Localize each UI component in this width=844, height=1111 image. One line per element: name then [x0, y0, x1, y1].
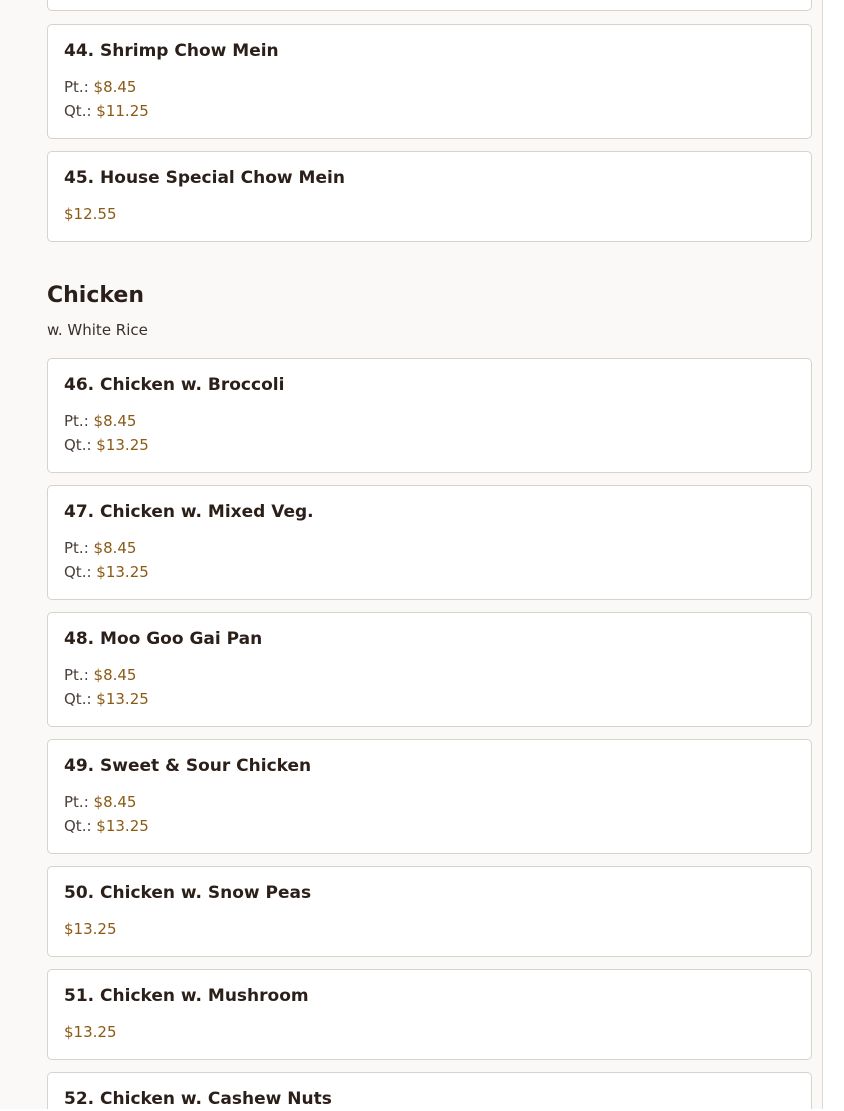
menu-item-card[interactable]	[47, 739, 812, 854]
menu-item-card[interactable]	[47, 866, 812, 957]
menu-item-name: 44. Shrimp Chow Mein	[64, 41, 279, 61]
pint-price: $8.45	[93, 412, 137, 430]
pint-label: Pt.:	[64, 539, 89, 557]
quart-label: Qt.:	[64, 817, 92, 835]
quart-price: $13.25	[96, 690, 149, 708]
pint-price-line	[64, 791, 136, 813]
menu-item-name: 48. Moo Goo Gai Pan	[64, 629, 263, 649]
quart-price-line	[64, 100, 149, 122]
quart-label: Qt.:	[64, 102, 92, 120]
quart-label: Qt.:	[64, 563, 92, 581]
section-title: Chicken	[47, 283, 145, 308]
pint-label: Pt.:	[64, 666, 89, 684]
menu-item-name: 50. Chicken w. Snow Peas	[64, 883, 312, 903]
item-price: $13.25	[64, 920, 117, 938]
menu-item-name: 45. House Special Chow Mein	[64, 168, 345, 188]
menu-item-card-partial[interactable]	[47, 0, 812, 11]
menu-item-name: 49. Sweet & Sour Chicken	[64, 756, 312, 776]
quart-price: $11.25	[96, 102, 149, 120]
pint-price: $8.45	[93, 793, 137, 811]
pint-price: $8.45	[93, 78, 137, 96]
menu-item-name: 51. Chicken w. Mushroom	[64, 986, 309, 1006]
quart-price: $13.25	[96, 817, 149, 835]
quart-label: Qt.:	[64, 690, 92, 708]
menu-item-name: 52. Chicken w. Cashew Nuts	[64, 1089, 332, 1109]
quart-price-line	[64, 561, 149, 583]
pint-label: Pt.:	[64, 412, 89, 430]
menu-item-card[interactable]	[47, 358, 812, 473]
quart-price-line	[64, 815, 149, 837]
quart-price-line	[64, 434, 149, 456]
quart-price-line	[64, 688, 149, 710]
price-line	[64, 203, 117, 225]
menu-item-name: 46. Chicken w. Broccoli	[64, 375, 285, 395]
price-line	[64, 918, 117, 940]
menu-item-card[interactable]	[47, 1072, 812, 1109]
quart-label: Qt.:	[64, 436, 92, 454]
menu-item-card[interactable]	[47, 969, 812, 1060]
item-price: $12.55	[64, 205, 117, 223]
quart-price: $13.25	[96, 563, 149, 581]
item-price: $13.25	[64, 1023, 117, 1041]
pint-price: $8.45	[93, 539, 137, 557]
menu-item-card[interactable]	[47, 24, 812, 139]
pint-price-line	[64, 664, 136, 686]
pint-label: Pt.:	[64, 78, 89, 96]
pint-price-line	[64, 537, 136, 559]
price-line	[64, 1021, 117, 1043]
menu-item-card[interactable]	[47, 151, 812, 242]
menu-item-card[interactable]	[47, 485, 812, 600]
quart-price: $13.25	[96, 436, 149, 454]
pint-price-line	[64, 410, 136, 432]
menu-item-card[interactable]	[47, 612, 812, 727]
section-subtitle: w. White Rice	[47, 321, 148, 339]
pint-price-line	[64, 76, 136, 98]
pint-label: Pt.:	[64, 793, 89, 811]
menu-item-name: 47. Chicken w. Mixed Veg.	[64, 502, 314, 522]
pint-price: $8.45	[93, 666, 137, 684]
